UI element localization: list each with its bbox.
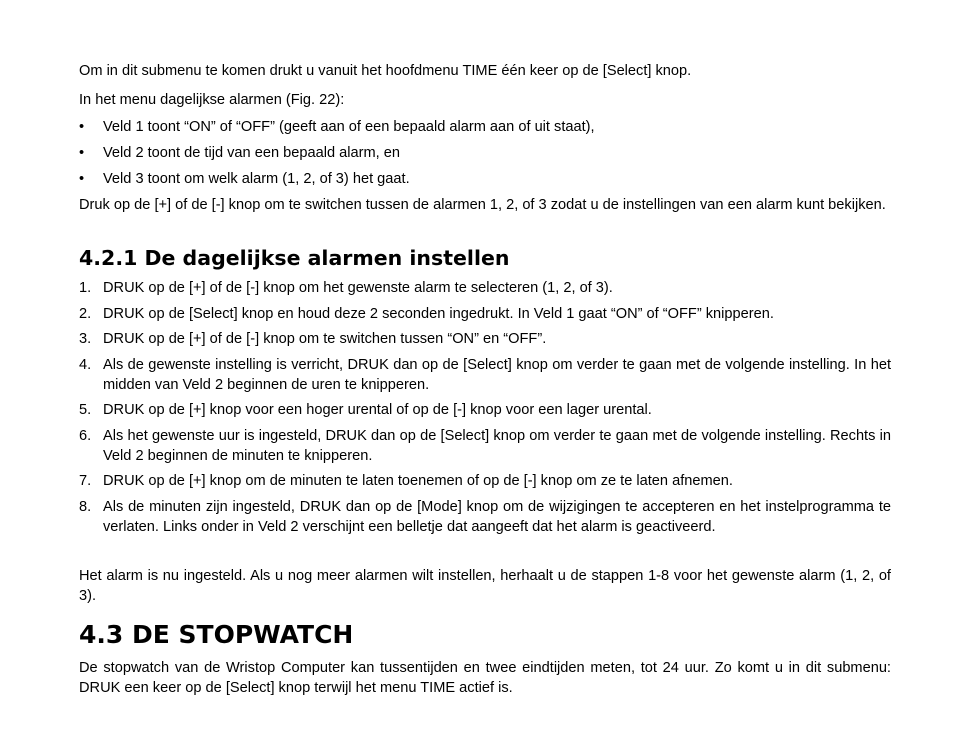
bullet-marker: • <box>79 171 85 187</box>
list-item <box>79 169 891 195</box>
alarm-set-paragraph: Het alarm is nu ingesteld. Als u nog meer alarmen wilt instellen, herhaalt u de stappen 1-8 voor het gewenste alarm (1, 2, of 3). <box>79 568 891 604</box>
step-number: 8. <box>79 498 92 515</box>
step-text: DRUK op de [+] knop om de minuten te laten toenemen of op de [-] knop om ze te laten afnemen. <box>103 473 733 489</box>
list-item <box>79 497 891 537</box>
step-number: 6. <box>79 427 92 444</box>
step-text: Als het gewenste uur is ingesteld, DRUK dan op de [Select] knop om verder te gaan met de volgende instelling. Rechts in Veld 2 beginnen de minuten te knipperen. <box>103 427 891 464</box>
step-number: 2. <box>79 305 92 322</box>
list-item <box>79 355 891 395</box>
field-bullet-list <box>79 117 891 195</box>
alarm-steps-list <box>79 278 891 542</box>
step-number: 7. <box>79 473 92 489</box>
list-item <box>79 143 891 169</box>
step-text: DRUK op de [+] of de [-] knop om te switchen tussen “ON” en “OFF”. <box>103 331 547 347</box>
step-text: Als de minuten zijn ingesteld, DRUK dan op de [Mode] knop om de wijzigingen te accepteren en het instelprogramma te verlaten. Links onder in Veld 2 verschijnt een belletje dat aangeeft dat het alarm is geactiveerd. <box>103 498 891 535</box>
list-item <box>79 400 891 420</box>
step-number: 4. <box>79 356 92 373</box>
step-number: 1. <box>79 280 92 296</box>
bullet-marker: • <box>79 145 85 161</box>
list-item <box>79 117 891 143</box>
list-item <box>79 426 891 466</box>
section-heading-alarms: 4.2.1 De dagelijkse alarmen instellen <box>79 246 510 270</box>
step-number: 5. <box>79 402 92 418</box>
intro-paragraph-submenu: Om in dit submenu te komen drukt u vanuit het hoofdmenu TIME één keer op de [Select] knop. <box>79 63 692 79</box>
step-text: Als de gewenste instelling is verricht, DRUK dan op de [Select] knop om verder te gaan met de volgende instelling. In het midden van Veld 2 beginnen de uren te knipperen. <box>103 356 891 393</box>
bullet-text: Veld 3 toont om welk alarm (1, 2, of 3) het gaat. <box>103 171 410 187</box>
bullet-marker: • <box>79 119 85 135</box>
step-text: DRUK op de [+] knop voor een hoger urental of op de [-] knop voor een lager urental. <box>103 402 652 418</box>
list-item <box>79 278 891 298</box>
step-number: 3. <box>79 331 92 347</box>
step-text: DRUK op de [Select] knop en houd deze 2 seconden ingedrukt. In Veld 1 gaat “ON” of “OFF” knipperen. <box>103 305 774 322</box>
list-item <box>79 329 891 349</box>
section-heading-stopwatch: 4.3 DE STOPWATCH <box>79 620 354 649</box>
bullet-text: Veld 2 toont de tijd van een bepaald alarm, en <box>103 145 400 161</box>
stopwatch-paragraph: De stopwatch van de Wristop Computer kan tussentijden en twee eindtijden meten, tot 24 uur. Zo komt u in dit submenu: DRUK een keer op de [Select] knop terwijl het menu TIME actief is. <box>79 660 891 696</box>
intro-paragraph-switch: Druk op de [+] of de [-] knop om te switchen tussen de alarmen 1, 2, of 3 zodat u de instellingen van een alarm kunt bekijken. <box>79 197 886 213</box>
step-text: DRUK op de [+] of de [-] knop om het gewenste alarm te selecteren (1, 2, of 3). <box>103 280 613 296</box>
intro-paragraph-menu: In het menu dagelijkse alarmen (Fig. 22): <box>79 92 345 108</box>
list-item <box>79 471 891 491</box>
bullet-text: Veld 1 toont “ON” of “OFF” (geeft aan of een bepaald alarm aan of uit staat), <box>103 119 595 135</box>
list-item <box>79 304 891 324</box>
